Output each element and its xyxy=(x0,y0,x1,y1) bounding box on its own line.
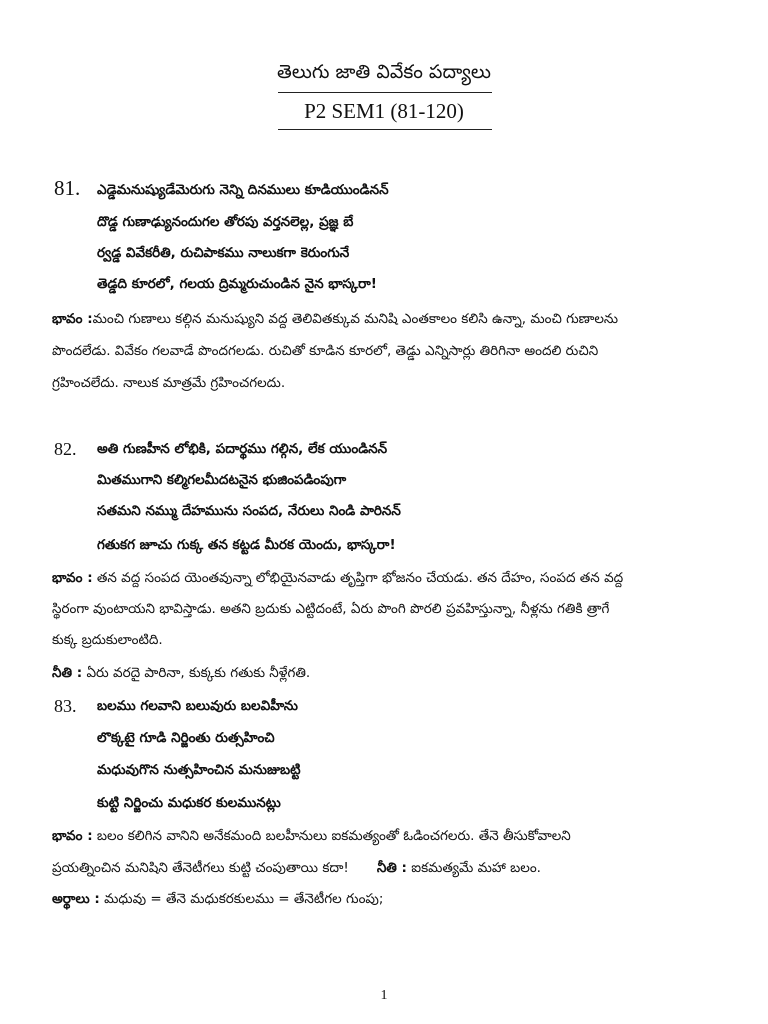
verse-number: 82. xyxy=(54,439,77,459)
verse-line: గతుకగ జూచు గుక్క తన కట్టడ మీరక యెందు, భాస్కరా! xyxy=(97,537,396,553)
bhavam-line: కుక్క బ్రదుకులాంటిది. xyxy=(52,632,163,648)
verse-line: మధువుగొన నుత్సహించిన మనుజుబట్టి xyxy=(97,762,301,778)
bhavam-line xyxy=(52,824,720,848)
bhavam-text: మంచి గుణాలు కల్గిన మనుష్యుని వద్ద తెలివితక్కువ మనిషి ఎంతకాలం కలిసి ఉన్నా, మంచి గుణాలను xyxy=(92,311,619,327)
bhavam-line xyxy=(52,856,720,880)
verse-line: సతమని నమ్ము దేహమును సంపద, నేరులు నిండి పారినన్ xyxy=(97,503,401,519)
page-subtitle: P2 SEM1 (81-120) xyxy=(304,99,464,123)
bhavam-text: ప్రయత్నించిన మనిషిని తేనెటీగలు కుట్టి చంపుతాయి కదా! xyxy=(52,860,349,876)
bhavam-label: భావం : xyxy=(52,311,93,327)
neethi-label: నీతి : xyxy=(376,860,407,876)
verse-number: 81. xyxy=(54,176,81,200)
ardhalu-label: అర్థాలు : xyxy=(52,891,100,907)
verse-line: ఎడ్డెమనుష్యుడేమెరుగు నెన్ని దినములు కూడియుండినన్ xyxy=(97,182,389,198)
bhavam-text: తన వద్ద సంపద యెంతవున్నా లోభియైనవాడు తృప్తిగా భోజనం చేయడు. తన దేహం, సంపద తన వద్ద xyxy=(96,570,624,586)
verse-line: బలము గలవాని బలువురు బలవిహీను xyxy=(97,698,298,714)
verse-line: ర్వడ్డ వివేకరీతి, రుచిపాకము నాలుకగా కెరుంగునే xyxy=(97,245,350,261)
title-rule-bottom xyxy=(278,129,492,130)
bhavam-line: పొందలేడు. వివేకం గలవాడే పొందగలడు. రుచితో కూడిన కూరలో, తెడ్డు ఎన్నిసార్లు తిరిగినా అందలి రుచిని xyxy=(52,343,599,359)
bhavam-line xyxy=(52,566,720,590)
bhavam-label: భావం : xyxy=(52,828,93,844)
verse-line: మితముగాని కల్మిగలమీదటనైన భుజింపడింపుగా xyxy=(97,472,347,488)
neethi-text: ఏరు వరదై పారినా, కుక్కకు గతుకు నీళ్లేగతి. xyxy=(86,665,311,681)
ardhalu-text: మధువు = తేనె మధుకరకులము = తేనెటీగల గుంపు; xyxy=(104,891,384,907)
bhavam-line xyxy=(52,307,720,331)
verse-line: లొక్కటై గూడి నిర్జింతు రుత్సహించి xyxy=(97,730,275,746)
title-rule-top xyxy=(278,92,492,93)
ardhalu-line xyxy=(52,887,720,911)
verse-line: తెడ్డది కూరలో, గలయ ద్రిమ్మరుచుండిన నైన భాస్కరా! xyxy=(97,276,377,292)
page-title: తెలుగు జాతి వివేకం పద్యాలు xyxy=(277,61,491,83)
neethi-text: ఐకమత్యమే మహా బలం. xyxy=(411,860,541,876)
neethi-label: నీతి : xyxy=(52,665,83,681)
verse-line: అతి గుణహీన లోభికి, పదార్థము గల్గిన, లేక యుండినన్ xyxy=(97,441,388,457)
bhavam-line: స్థిరంగా వుంటాయని భావిస్తాడు. అతని బ్రదుకు ఎట్టిదంటే, ఏరు పొంగి పొరలి ప్రవహిస్తున్నా, నీళ్లను గతికి త్రాగే xyxy=(52,601,610,617)
page-number: 1 xyxy=(380,988,388,1003)
bhavam-label: భావం : xyxy=(52,570,93,586)
verse-line: దొడ్డ గుణాఢ్యునందుగల తోరపు వర్తనలెల్ల, ప్రజ్ఞ బే xyxy=(97,214,354,230)
bhavam-line: గ్రహించలేదు. నాలుక మాత్రమే గ్రహించగలదు. xyxy=(52,375,286,391)
bhavam-text: బలం కలిగిన వానిని అనేకమంది బలహీనులు ఐకమత్యంతో ఓడించగలరు. తేనె తీసుకోవాలని xyxy=(96,828,571,844)
neethi-line xyxy=(52,661,720,685)
verse-number: 83. xyxy=(54,696,77,716)
verse-line: కుట్టి నిర్జించు మధుకర కులమునట్లు xyxy=(97,795,281,811)
